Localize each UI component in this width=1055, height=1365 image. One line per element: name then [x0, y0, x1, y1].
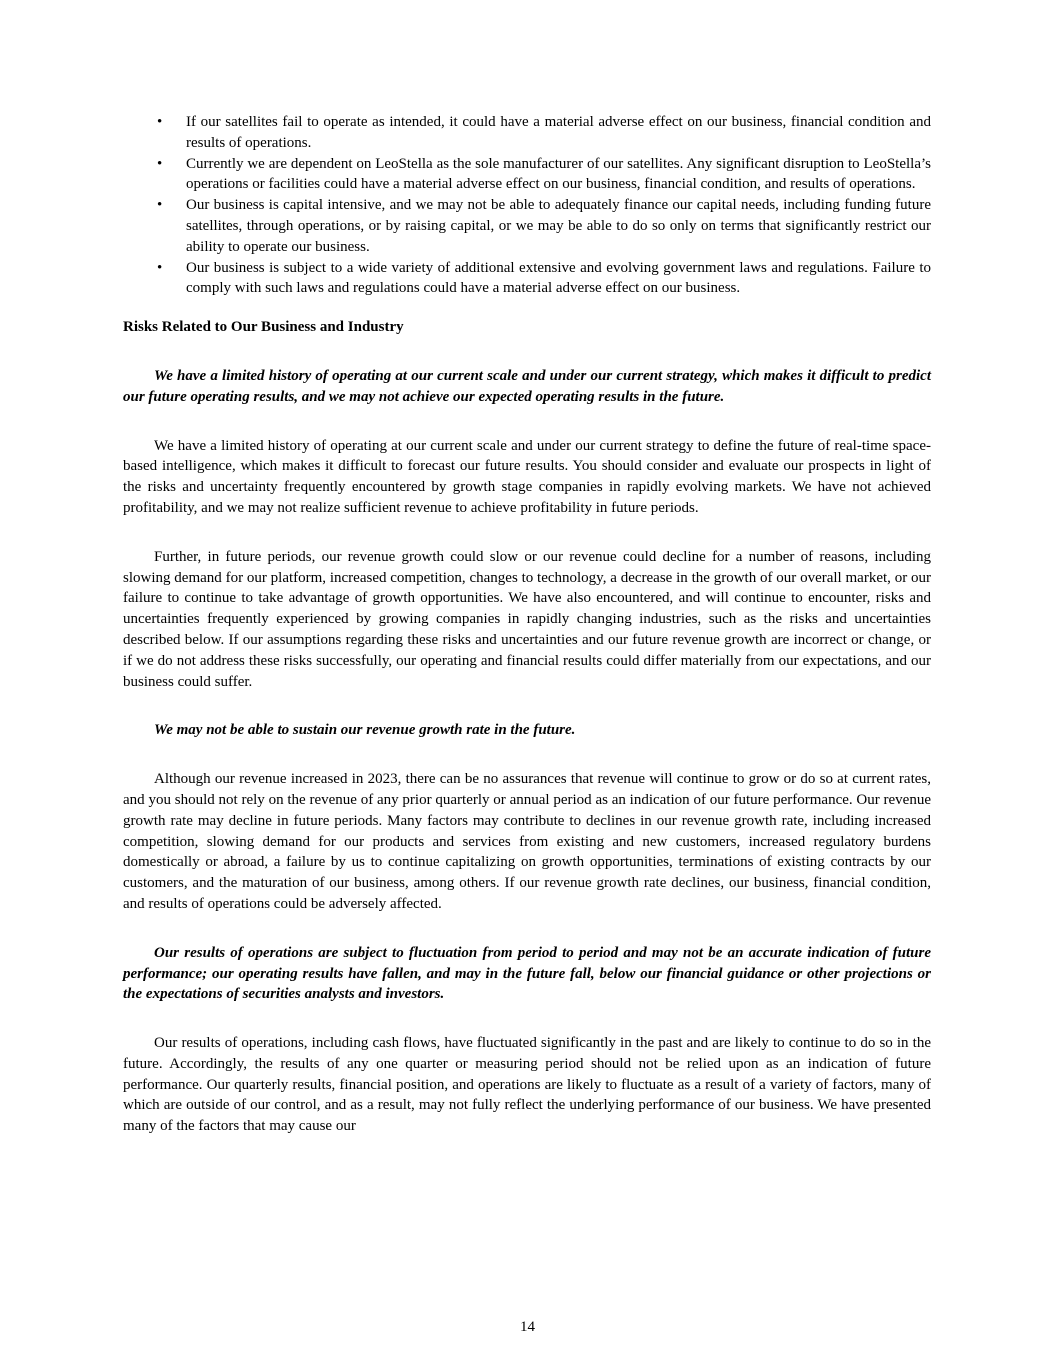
bullet-marker: •: [157, 114, 163, 130]
paragraph-revenue-growth-1: Although our revenue increased in 2023, there can be no assurances that revenue will continue to grow or do so at current rates, and you should not rely on the revenue of any prior quarterly or annual period as an indication of our future performance. Our revenue growth rate may decline in future periods. Many factors may contribute to declines in our revenue growth rate, including increased competition, slowing demand for our products and services from existing and new customers, increased regulatory burdens domestically or abroad, a failure by us to continue capitalizing on growth opportunities, terminations of existing contracts by our customers, and the maturation of our business, among others. If our revenue growth rate declines, our business, financial condition, and results of operations could be adversely affected.: [123, 771, 931, 912]
bullet-text: Our business is capital intensive, and we may not be able to adequately finance our capital needs, including funding future satellites, through operations, or by raising capital, or we may be able to do so only on terms that significantly restrict our ability to operate our business.: [186, 197, 931, 255]
paragraph-results-fluctuation-1: Our results of operations, including cash flows, have fluctuated significantly in the past and are likely to continue to do so in the future. Accordingly, the results of any one quarter or measuring period should not be relied upon as an indication of future performance. Our quarterly results, financial position, and operations are likely to fluctuate as a result of a variety of factors, many of which are outside of our control, and as a result, may not fully reflect the underlying performance of our business. We have presented many of the factors that may cause our: [123, 1035, 931, 1135]
page-number: 14: [520, 1319, 535, 1336]
risk-heading-limited-history: We have a limited history of operating at our current scale and under our current strategy, which makes it difficult to predict our future operating results, and we may not achieve our expected operating results in the future.: [123, 367, 931, 405]
bullet-item: [123, 195, 931, 257]
risk-heading-results-fluctuation: Our results of operations are subject to fluctuation from period to period and may not be an accurate indication of future performance; our operating results have fallen, and may in the future fall, below our financial guidance or other projections or the expectations of securities analysts and investors.: [123, 944, 931, 1003]
paragraph-limited-history-1: We have a limited history of operating at our current scale and under our current strategy to define the future of real-time space-based intelligence, which makes it difficult to forecast our future results. You should consider and evaluate our prospects in light of the risks and uncertainty frequently encountered by growth stage companies in rapidly evolving markets. We have not achieved profitability, and we may not realize sufficient revenue to achieve profitability in future periods.: [123, 437, 931, 516]
paragraph-limited-history-2: Further, in future periods, our revenue growth could slow or our revenue could decline for a number of reasons, including slowing demand for our platform, increased competition, changes to technology, a decrease in the growth of our overall market, or our failure to continue to take advantage of growth opportunities. We have also encountered, and will continue to encounter, risks and uncertainties frequently experienced by growing companies in rapidly changing industries, such as the risks and uncertainties described below. If our assumptions regarding these risks and uncertainties and our future revenue growth are incorrect or change, or if we do not address these risks successfully, our operating and financial results could differ materially from our expectations, and our business could suffer.: [123, 548, 931, 690]
bullet-text: If our satellites fail to operate as intended, it could have a material adverse effect on our business, financial condition and results of operations.: [186, 114, 931, 151]
bullet-text: Our business is subject to a wide variety of additional extensive and evolving government laws and regulations. Failure to comply with such laws and regulations could have a material adverse effect on our business.: [186, 259, 931, 297]
bullet-marker: •: [157, 197, 163, 214]
section-heading: Risks Related to Our Business and Industry: [123, 319, 404, 336]
bullet-item: [123, 154, 931, 196]
risk-bullet-list: [123, 112, 931, 299]
bullet-marker: •: [157, 155, 163, 172]
bullet-marker: •: [157, 259, 163, 276]
bullet-item: [123, 258, 931, 300]
bullet-item: [123, 112, 931, 154]
risk-heading-revenue-growth: We may not be able to sustain our revenue growth rate in the future.: [154, 722, 576, 739]
bullet-text: Currently we are dependent on LeoStella as the sole manufacturer of our satellites. Any significant disruption to LeoStella’s operations or facilities could have a material adverse effect on our business, financial condition, and results of operations.: [186, 155, 931, 193]
